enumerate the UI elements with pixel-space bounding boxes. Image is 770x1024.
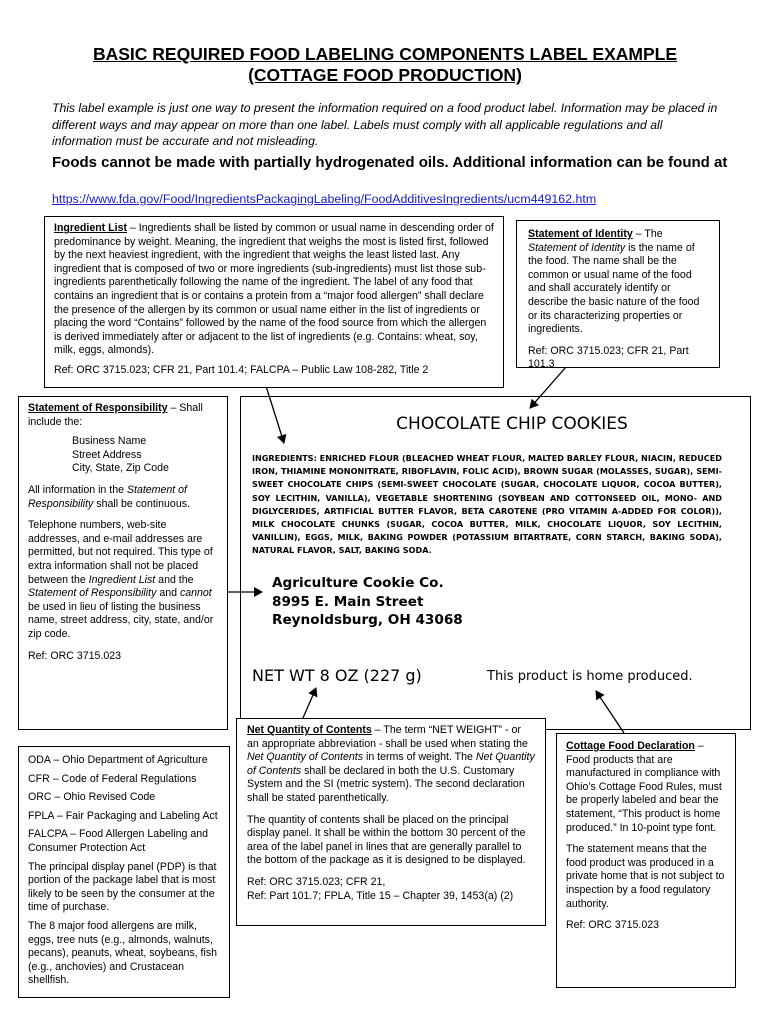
address-line: 8995 E. Main Street [272,593,424,610]
ingredient-list-box [44,216,504,388]
responsibility-ref: Ref: ORC 3715.023 [28,649,122,662]
resp-p1-italic: Statement of Responsibility [28,483,188,510]
resp-p2-italic3: cannot [179,587,212,600]
title-line2: (COTTAGE FOOD PRODUCTION) [248,65,522,85]
identity-text-italic: Statement of Identity [528,241,626,254]
resp-p1-b: shall be continuous. [93,497,190,510]
abbrev-item: The principal display panel (PDP) is that portion of the package label that is most likely to be seen by the consumer at the time of purchase. [28,860,217,914]
home-produced-statement: This product is home produced. [487,669,693,684]
cottage-ref: Ref: ORC 3715.023 [566,919,660,932]
identity-text-b: is the name of the food. The name shall be the common or usual name of the food and shall accurately identify or describe the basic nature of the food or its characterizing properties or ingredients. [528,241,700,336]
list-item: Street Address [72,448,142,461]
identity-ref: Ref: ORC 3715.023; CFR 21, Part 101.3 [528,344,689,371]
ingredient-list-text: – Ingredients shall be listed by common or usual name in descending order of predominance by weight. Meaning, the ingredient that weighs the most is listed first, followed by the next heaviest ingredient, with the ingredient that weighs the least listed last. Any ingredient that is composed of two or more ingredients (sub-ingredients) must list those sub-ingredients parenthetically following the name of the ingredient. The label of any food that contains an ingredient that is or contains a protein from a “major food allergen” shall declare the presence of the allergen by its common or usual name either in the list of ingredients or placing the word “Contains” followed by the name of the food source from which the allergen is derived immediately after or adjacent to the list of ingredients (e.g. Contains: wheat, soy, milk, eggs, almonds). [54,222,494,357]
abbrev-item: ORC – Ohio Revised Code [28,791,156,804]
net-quantity-heading: Net Quantity of Contents [247,724,372,736]
resp-p2-c: and [156,587,180,600]
abbreviations-box [18,746,230,998]
cottage-food-box [556,733,736,988]
netqty-p1-italic1: Net Quantity of Contents [247,751,364,764]
title-underlined: BASIC REQUIRED FOOD LABELING COMPONENTS [92,44,525,64]
cottage-p1: Food products that are manufactured in compliance with Ohio’s Cottage Food Rules, must be properly labeled and bear the statement, “This product is home produced.” In 10-point type font. [566,753,722,834]
net-weight: NET WT 8 OZ (227 g) [252,666,422,685]
intro-text: This label example is just one way to present the information required on a food product label. Information may be placed in different ways and may appear on more than one label. Labels must comply with all applicable regulations and all information must be accurate and not misleading. [52,101,718,148]
responsibility-heading: Statement of Responsibility [28,402,168,414]
identity-heading: Statement of Identity [528,228,633,240]
netqty-p2: The quantity of contents shall be placed on the principal display panel. It shall be within the bottom 30 percent of the area of the label panel in lines that are generally parallel to the bottom of the package as it is designed to be displayed. [247,813,526,867]
fda-link[interactable]: https://www.fda.gov/Food/IngredientsPackagingLabeling/FoodAdditivesIngredients/ucm449162.htm [52,192,597,206]
cottage-heading: Cottage Food Declaration [566,740,695,752]
responsibility-items [28,435,218,476]
ingredient-list-heading: Ingredient List [54,222,127,234]
netqty-ref1: Ref: ORC 3715.023; CFR 21, [247,875,386,888]
list-item: City, State, Zip Code [72,462,169,475]
abbrev-item: FPLA – Fair Packaging and Labeling Act [28,809,218,822]
netqty-p1-a: – The term “NET WEIGHT” - or an appropriate abbreviation - shall be used when stating the [247,724,528,750]
identity-text-a: – The [632,228,663,240]
resp-p2-italic2: Statement of Responsibility [28,587,157,600]
netqty-p1-b: in terms of weight. The [363,751,476,764]
cottage-dash: – [694,740,704,752]
responsibility-intro: – Shall include the: [28,402,203,428]
responsibility-box [18,396,228,730]
business-address [272,574,463,630]
abbrev-item: CFR – Code of Federal Regulations [28,772,197,785]
product-name: CHOCOLATE CHIP COOKIES [396,414,628,434]
oils-notice: Foods cannot be made with partially hydrogenated oils. Additional information can be found at [52,154,728,171]
ingredient-list-ref: Ref: ORC 3715.023; CFR 21, Part 101.4; FALCPA – Public Law 108-282, Title 2 [54,363,429,376]
resp-p2-d: be used in lieu of listing the business name, street address, city, state, and/or zip code. [28,600,214,640]
list-item: Business Name [72,435,147,448]
resp-p2-italic1: Ingredient List [88,573,156,586]
address-line: Reynoldsburg, OH 43068 [272,612,463,628]
resp-p1-a: All information in the [28,483,127,496]
identity-box [516,220,720,371]
abbrev-item: The 8 major food allergens are milk, eggs, tree nuts (e.g., almonds, walnuts, pecans), peanuts, wheat, soybeans, fish (e.g., anchovies) and Crustacean shellfish. [28,919,218,987]
resp-p2-b: and the [155,573,194,586]
abbrev-item: ODA – Ohio Department of Agriculture [28,754,208,766]
net-quantity-box [236,718,546,926]
ingredient-statement: INGREDIENTS: ENRICHED FLOUR (BLEACHED WHEAT FLOUR, MALTED BARLEY FLOUR, NIACIN, REDUCED IRON, THIAMINE MONONITRATE, RIBOFLAVIN, FOLIC ACID), BROWN SUGAR (MOLASSES, SUGAR), SEMI-SWEET CHOCOLATE CHIPS (SEMI-SWEET CHOCOLATE (SUGAR, CHOCOLATE LIQUOR, COCOA BUTTER), SOY LECITHIN, VANILLA), VEGETABLE SHORTENING (SOYBEAN AND COTTONSEED OIL, MONO- AND DIGLYCERIDES, ARTIFICIAL BUTTER FLAVOR, BETA CAROTENE (PRO VITAMIN A-ADDED FOR COLOR)), MILK CHOCOLATE CHUNKS (SUGAR, COCOA BUTTER, MILK, CHOCOLATE LIQUOR, SOY LECITHIN, VANILLIN), EGGS, MILK, BAKING POWDER (POTASSIUM BITARTRATE, CORN STARCH, BAKING SODA), NATURAL FLAVOR, SALT, BAKING SODA. [252,453,722,556]
title-part2: LABEL EXAMPLE [524,44,678,64]
abbrev-item: FALCPA – Food Allergen Labeling and Consumer Protection Act [28,828,209,854]
netqty-p1-c: shall be declared in both the U.S. Customary System and the SI (metric system). The second declaration shall be stated parenthetically. [247,764,525,804]
netqty-p1-italic2: Net Quantity of Contents [247,751,535,777]
resp-p2-a: Telephone numbers, web-site addresses, and e-mail addresses are permitted, but not required. This type of extra information shall not be placed between the [28,519,213,586]
cottage-p2: The statement means that the food product was produced in a private home that is not subject to inspection by a food regulatory authority. [566,843,725,910]
address-line: Agriculture Cookie Co. [272,575,444,591]
netqty-ref2: Ref: Part 101.7; FPLA, Title 15 – Chapter 39, 1453(a) (2) [247,889,514,902]
